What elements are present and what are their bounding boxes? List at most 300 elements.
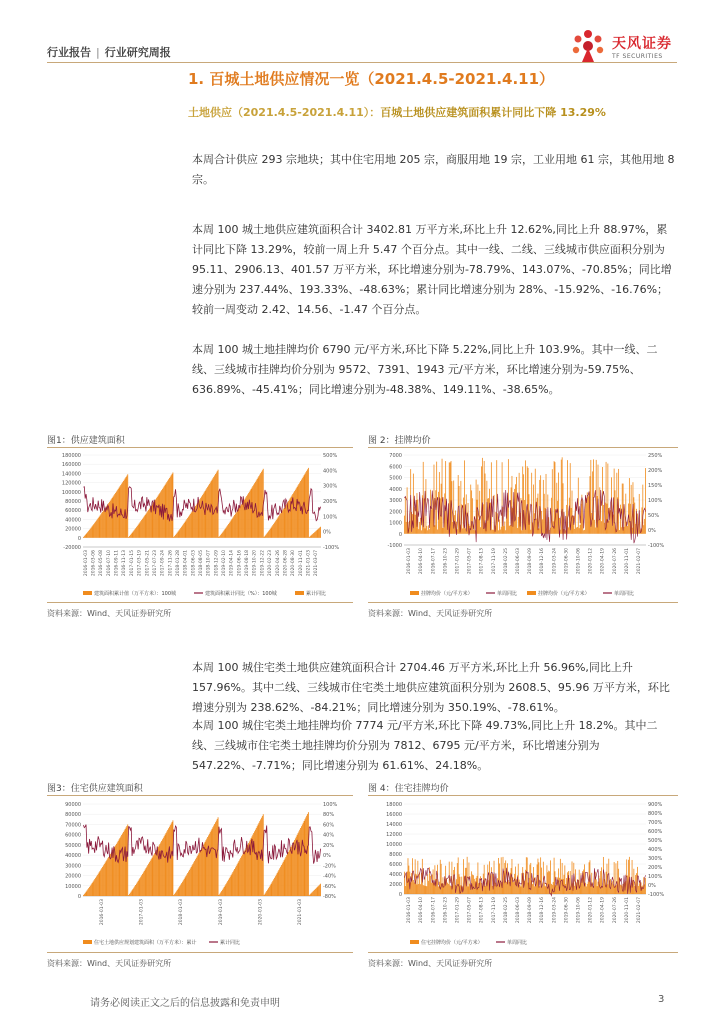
- y-tick-left: 2000: [389, 882, 402, 888]
- y-tick-left: 2000: [389, 509, 402, 516]
- bar: [465, 528, 466, 533]
- bar: [242, 855, 243, 896]
- bar: [644, 884, 645, 894]
- bar: [217, 819, 218, 896]
- bar: [150, 507, 151, 537]
- report-category: [47, 44, 171, 60]
- bar: [492, 886, 493, 894]
- bar: [541, 868, 542, 894]
- bar: [418, 884, 419, 894]
- bar: [472, 498, 473, 534]
- bar: [520, 885, 521, 894]
- bar: [471, 871, 472, 894]
- bar: [268, 888, 269, 896]
- bar: [259, 821, 260, 896]
- bar: [148, 510, 149, 538]
- bar: [272, 881, 273, 896]
- bar: [258, 825, 259, 896]
- bar: [468, 886, 469, 894]
- x-tick-label: 2017-01-03: [139, 899, 145, 926]
- bar: [130, 535, 131, 538]
- bar: [426, 886, 427, 894]
- bar: [540, 857, 541, 894]
- bar: [235, 514, 236, 538]
- bar: [93, 880, 94, 896]
- bar: [579, 870, 580, 894]
- bar: [147, 511, 148, 538]
- bar: [434, 884, 435, 894]
- bar: [244, 851, 245, 896]
- bar: [491, 462, 492, 533]
- bar: [166, 833, 167, 896]
- x-tick-label: 2021-01-03: [306, 550, 312, 577]
- legend-swatch-bar: [410, 591, 419, 595]
- bar: [137, 882, 138, 896]
- bar: [143, 872, 144, 896]
- bar: [529, 494, 530, 534]
- bar: [180, 528, 181, 538]
- bar: [419, 522, 420, 534]
- x-tick-label: 2021-01-03: [298, 899, 304, 926]
- x-tick-label: 2020-11-01: [624, 897, 630, 924]
- bar: [174, 536, 175, 538]
- bar: [221, 891, 222, 896]
- bar: [178, 531, 179, 537]
- x-tick-label: 2018-06-03: [191, 550, 197, 577]
- bar: [296, 488, 297, 538]
- x-tick-label: 2018-01-03: [179, 899, 185, 926]
- bar: [295, 490, 296, 538]
- y-tick-left: 80000: [65, 812, 81, 819]
- bar: [428, 525, 429, 533]
- bar: [606, 872, 607, 894]
- bar: [415, 859, 416, 894]
- bar: [547, 872, 548, 894]
- bar: [169, 478, 170, 538]
- bar: [100, 870, 101, 896]
- bar: [538, 528, 539, 533]
- bar: [157, 497, 158, 538]
- bar: [414, 882, 415, 894]
- bar: [480, 527, 481, 534]
- bar: [554, 461, 555, 534]
- bar: [425, 877, 426, 894]
- bar: [190, 514, 191, 538]
- paragraph-residential-area: 本周 100 城住宅类土地供应建筑面积合计 2704.46 万平方米,环比上升 56.96%,同比上升 157.96%。其中二线、三线城市住宅类土地供应建筑面积分别为 2608.5、95.96 万平方米，环比增速分别为 238.62%、-84.21%；同比增速分别为 350.19%、-78.61%。: [192, 661, 670, 714]
- bar: [426, 526, 427, 534]
- bar: [451, 886, 452, 894]
- y-tick-left: 16000: [386, 812, 402, 818]
- bar: [133, 889, 134, 896]
- bar: [313, 891, 314, 896]
- bar: [277, 873, 278, 896]
- bar: [198, 502, 199, 538]
- bar: [314, 532, 315, 538]
- bar: [110, 501, 111, 538]
- bar: [133, 888, 134, 896]
- x-tick-label: 2020-02-23: [268, 550, 274, 577]
- x-tick-label: 2016-01-03: [83, 550, 89, 577]
- bar: [97, 875, 98, 896]
- bar: [179, 887, 180, 896]
- bar: [113, 495, 114, 537]
- y-tick-left: 40000: [65, 517, 81, 524]
- bar: [123, 832, 124, 896]
- y-tick-right: 700%: [648, 820, 663, 826]
- bar: [181, 527, 182, 538]
- report-type: 行业报告: [47, 46, 91, 59]
- bar: [278, 870, 279, 896]
- x-tick-label: 2019-01-03: [218, 899, 224, 926]
- x-tick-label: 2020-01-03: [258, 899, 264, 926]
- figure-2-bottom-rule: [368, 602, 678, 603]
- y-tick-right: 400%: [323, 468, 338, 475]
- bar: [311, 535, 312, 538]
- bar: [307, 469, 308, 537]
- bar: [93, 882, 94, 896]
- bar: [150, 861, 151, 896]
- y-tick-right: 150%: [648, 483, 663, 489]
- bar: [239, 507, 240, 538]
- bar: [430, 876, 431, 894]
- y-tick-right: 20%: [323, 842, 335, 849]
- bar: [131, 534, 132, 538]
- y-tick-right: 200%: [323, 499, 338, 505]
- bar: [172, 822, 173, 896]
- chart-residential-area: [47, 798, 353, 948]
- figure-1-title: 图1：供应建筑面积: [47, 436, 125, 446]
- bar: [579, 528, 580, 534]
- x-tick-label: 2018-06-03: [515, 548, 521, 575]
- bar: [260, 473, 261, 538]
- bar: [216, 821, 217, 896]
- bar: [193, 509, 194, 538]
- bar: [450, 885, 451, 894]
- bar: [237, 864, 238, 896]
- y-tick-right: 500%: [648, 838, 663, 844]
- bar: [221, 534, 222, 538]
- bar: [436, 462, 437, 534]
- bar: [304, 819, 305, 896]
- bar: [425, 528, 426, 533]
- bar: [220, 535, 221, 538]
- bar: [267, 890, 268, 896]
- bar: [215, 474, 216, 538]
- bar: [91, 884, 92, 896]
- bar: [167, 481, 168, 538]
- bar: [161, 841, 162, 896]
- bar: [199, 853, 200, 896]
- bar: [206, 839, 207, 896]
- bar: [182, 882, 183, 896]
- bar: [472, 875, 473, 894]
- bar: [121, 835, 122, 896]
- bar: [265, 892, 266, 896]
- bar: [184, 879, 185, 896]
- bar: [152, 856, 153, 896]
- bar: [141, 875, 142, 896]
- bar: [200, 850, 201, 896]
- bar: [313, 533, 314, 538]
- bar: [144, 516, 145, 538]
- legend-entry: 单周同比: [497, 591, 518, 597]
- legend-entry: 挂牌均价（元/平方米）: [538, 591, 590, 597]
- bar: [123, 481, 124, 538]
- bar: [259, 475, 260, 538]
- bar: [156, 498, 157, 538]
- bar: [480, 876, 481, 894]
- bar: [192, 510, 193, 538]
- bar: [310, 894, 311, 896]
- figure-3-title: 图3：住宅供应建筑面积: [47, 784, 143, 794]
- y-tick-left: 7000: [389, 453, 402, 459]
- x-tick-label: 2021-02-07: [636, 897, 642, 924]
- bar: [104, 509, 105, 537]
- bar: [120, 836, 121, 896]
- x-tick-label: 2018-08-05: [199, 550, 204, 577]
- bar: [299, 483, 300, 538]
- bar: [86, 534, 87, 538]
- bar: [98, 874, 99, 896]
- bar: [139, 522, 140, 537]
- bar: [316, 531, 317, 538]
- bar: [286, 504, 287, 538]
- bar: [119, 488, 120, 538]
- bar: [266, 534, 267, 538]
- bar: [126, 477, 127, 538]
- bar: [592, 471, 593, 533]
- y-tick-left: 4000: [389, 486, 402, 493]
- bar: [204, 843, 205, 896]
- x-tick-label: 2019-10-20: [252, 550, 258, 577]
- y-tick-right: 900%: [648, 802, 663, 808]
- company-logo: [568, 26, 698, 66]
- bar: [117, 842, 118, 896]
- bar: [271, 882, 272, 896]
- bar: [492, 530, 493, 534]
- x-tick-label: 2016-09-11: [114, 550, 120, 577]
- y-tick-left: 0: [398, 531, 402, 538]
- bar: [642, 885, 643, 894]
- bar: [179, 529, 180, 538]
- bar: [245, 850, 246, 896]
- y-tick-right: -60%: [323, 883, 336, 890]
- y-tick-left: -1000: [387, 543, 402, 549]
- y-tick-left: 12000: [386, 832, 402, 838]
- bar: [273, 879, 274, 896]
- bar: [99, 517, 100, 538]
- bar: [311, 893, 312, 896]
- y-tick-left: 20000: [65, 873, 81, 880]
- bar: [563, 879, 564, 894]
- x-tick-label: 2016-01-03: [407, 897, 413, 924]
- bar: [139, 880, 140, 896]
- bar: [206, 488, 207, 538]
- bar: [300, 828, 301, 896]
- bar: [434, 525, 435, 533]
- bar: [499, 863, 500, 894]
- bar: [415, 515, 416, 534]
- bar: [276, 520, 277, 538]
- bar: [126, 826, 127, 896]
- subsection-summary: 百城土地供应建筑面积累计同比下降 13.29%: [380, 106, 606, 119]
- bar: [631, 485, 632, 534]
- bar: [627, 526, 628, 534]
- bar: [545, 886, 546, 894]
- bar: [173, 537, 174, 538]
- bar: [550, 860, 551, 894]
- bar: [163, 838, 164, 896]
- bar: [265, 535, 266, 538]
- bar: [187, 873, 188, 896]
- bar: [228, 524, 229, 538]
- bar: [431, 883, 432, 894]
- bar: [207, 837, 208, 896]
- bar: [148, 864, 149, 896]
- tianfeng-logo-icon: [568, 26, 608, 66]
- bar: [597, 886, 598, 894]
- chart-supply-area: [47, 449, 353, 599]
- bar: [225, 528, 226, 538]
- bar: [96, 876, 97, 896]
- bar: [518, 864, 519, 894]
- y-tick-left: 30000: [65, 863, 81, 870]
- bar: [564, 875, 565, 894]
- x-tick-label: 2019-03-24: [552, 897, 558, 924]
- bar: [147, 865, 148, 896]
- bar: [149, 509, 150, 538]
- y-tick-right: -100%: [648, 892, 665, 898]
- bar: [146, 868, 147, 896]
- bar: [416, 874, 417, 894]
- bar: [252, 488, 253, 538]
- bar: [484, 461, 485, 534]
- bar: [505, 530, 506, 534]
- bar: [406, 522, 407, 534]
- legend-swatch-bar: [83, 940, 92, 944]
- bar: [178, 889, 179, 896]
- y-tick-right: 100%: [648, 874, 663, 880]
- x-tick-label: 2019-06-16: [237, 550, 243, 577]
- bar: [413, 880, 414, 894]
- x-tick-label: 2017-11-26: [168, 550, 174, 577]
- bar: [192, 865, 193, 896]
- bar: [309, 895, 310, 896]
- bar: [97, 519, 98, 538]
- bar: [226, 883, 227, 896]
- bar: [246, 846, 247, 896]
- bar: [214, 824, 215, 896]
- bar: [143, 517, 144, 537]
- y-tick-right: -40%: [323, 873, 336, 880]
- bar: [501, 857, 502, 894]
- bar: [99, 872, 100, 896]
- bar: [280, 867, 281, 896]
- bar: [306, 471, 307, 538]
- bar: [282, 863, 283, 896]
- x-tick-label: 2017-11-19: [491, 548, 497, 575]
- bar: [130, 893, 131, 896]
- bar: [126, 476, 127, 538]
- bar: [175, 893, 176, 896]
- bar: [188, 871, 189, 896]
- bar: [103, 865, 104, 896]
- bar: [283, 509, 284, 538]
- bar: [544, 883, 545, 894]
- bar: [115, 493, 116, 538]
- bar: [561, 460, 562, 534]
- x-tick-label: 2019-04-14: [229, 550, 235, 577]
- bar: [192, 864, 193, 896]
- bar: [111, 499, 112, 537]
- bar: [248, 493, 249, 538]
- bar: [639, 883, 640, 894]
- bar: [572, 491, 573, 534]
- bar: [285, 857, 286, 896]
- y-tick-left: 160000: [61, 462, 81, 469]
- bar: [202, 847, 203, 896]
- y-tick-right: -80%: [323, 894, 336, 900]
- bar: [270, 529, 271, 538]
- report-subtype: 行业研究周报: [104, 46, 171, 59]
- bar: [246, 496, 247, 538]
- x-tick-label: 2018-09-09: [528, 548, 534, 575]
- y-tick-right: 80%: [323, 812, 335, 819]
- bar: [166, 831, 167, 896]
- y-tick-left: 20000: [65, 526, 81, 533]
- bar: [279, 868, 280, 896]
- y-tick-right: 200%: [648, 468, 663, 474]
- bar: [141, 520, 142, 538]
- bar: [574, 529, 575, 534]
- bar: [555, 885, 556, 894]
- bar: [528, 468, 529, 534]
- bar: [534, 886, 535, 894]
- y-tick-left: 0: [77, 535, 81, 542]
- bar: [224, 887, 225, 896]
- bar: [132, 533, 133, 538]
- bar: [235, 867, 236, 896]
- bar: [603, 505, 604, 534]
- bar: [443, 528, 444, 534]
- x-tick-label: 2020-01-12: [588, 548, 594, 575]
- bar: [304, 821, 305, 896]
- bar: [224, 530, 225, 538]
- bar: [319, 528, 320, 538]
- bar: [442, 459, 443, 534]
- bar: [473, 875, 474, 894]
- bar: [194, 861, 195, 896]
- bar: [268, 531, 269, 538]
- bar: [312, 892, 313, 896]
- bar: [232, 518, 233, 538]
- bar: [236, 512, 237, 537]
- bar: [638, 886, 639, 894]
- bar: [192, 511, 193, 537]
- bar: [564, 865, 565, 894]
- bar: [288, 852, 289, 896]
- bar: [197, 856, 198, 896]
- x-tick-label: 2017-08-13: [479, 548, 485, 575]
- bar: [142, 874, 143, 896]
- bar: [139, 524, 140, 538]
- bar: [286, 855, 287, 896]
- bar: [303, 823, 304, 896]
- bar: [479, 491, 480, 534]
- bar: [254, 831, 255, 896]
- bar: [527, 466, 528, 534]
- bar: [136, 884, 137, 896]
